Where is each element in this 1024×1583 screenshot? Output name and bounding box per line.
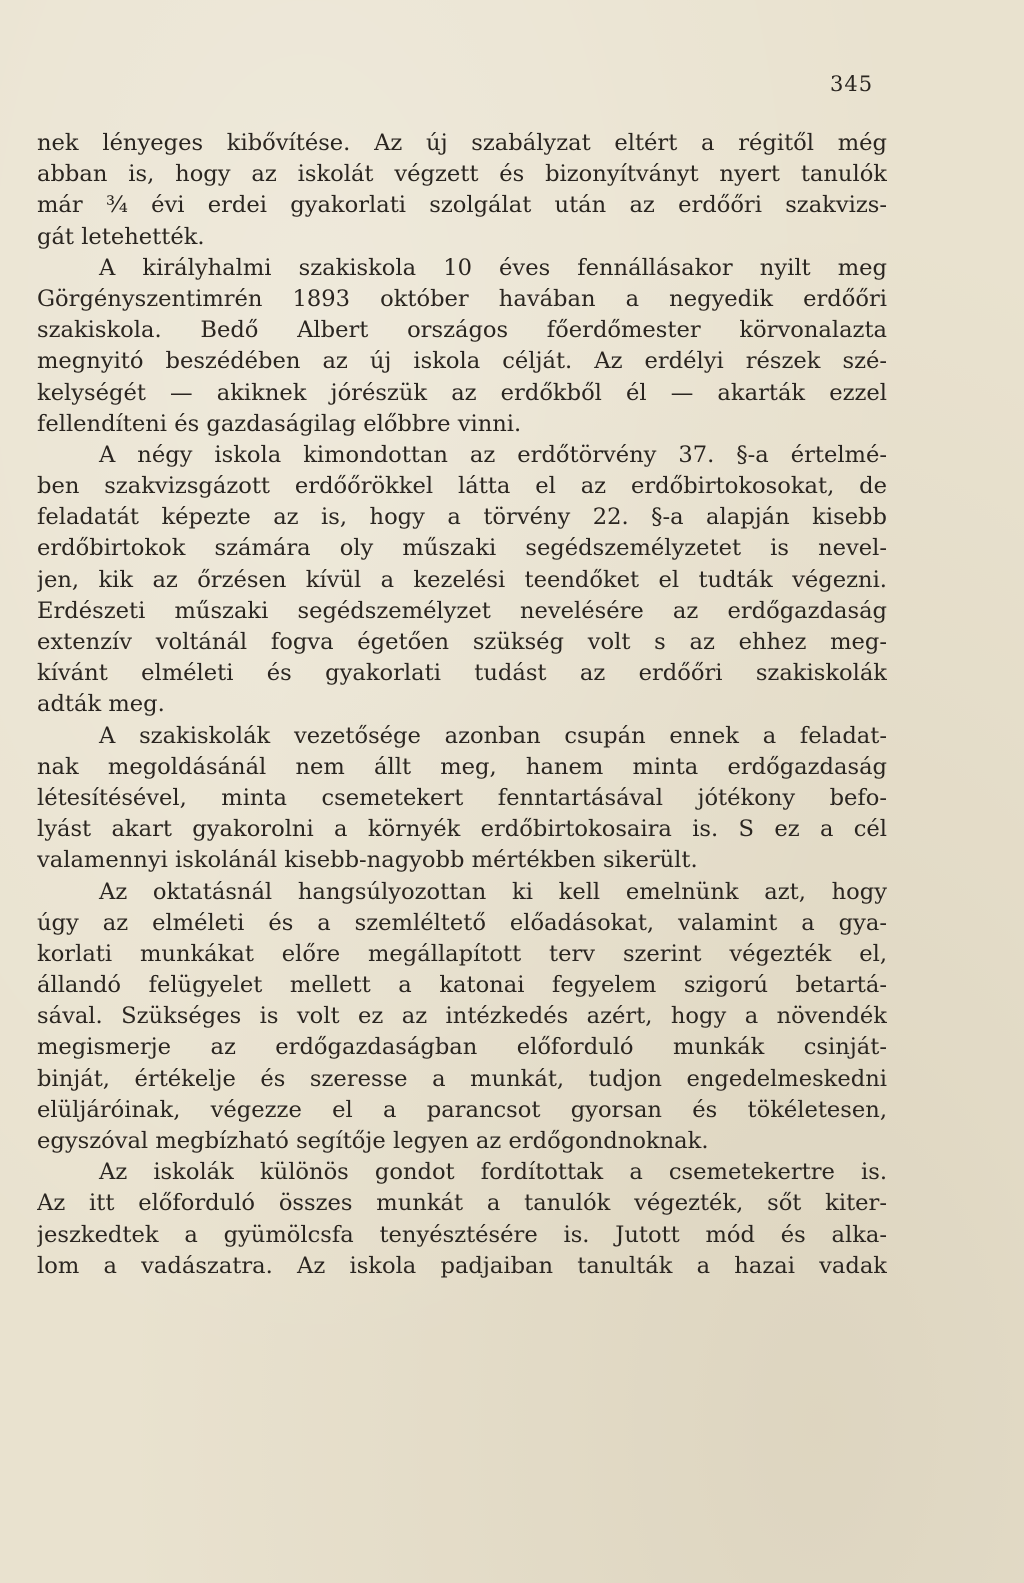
text-line: Az iskolák különös gondot fordítottak a csemetekertre is. xyxy=(99,1159,887,1186)
text-line: lom a vadászatra. Az iskola padjaiban tanulták a hazai vadak xyxy=(37,1252,887,1279)
text-line: létesítésével, minta csemetekert fenntartásával jótékony befo- xyxy=(37,784,887,811)
text-line: extenzív voltánál fogva égetően szükség volt s az ehhez meg- xyxy=(37,629,887,655)
text-line: jen, kik az őrzésen kívül a kezelési teendőket el tudták végezni. xyxy=(37,566,887,593)
body-text xyxy=(37,128,887,1282)
text-line: sával. Szükséges is volt ez az intézkedés azért, hogy a növendék xyxy=(37,1003,887,1030)
text-line: valamennyi iskolánál kisebb-nagyobb mértékben sikerült. xyxy=(37,847,698,874)
text-line: fellendíteni és gazdaságilag előbbre vinni. xyxy=(37,410,522,437)
text-line: Az itt előforduló összes munkát a tanulók végezték, sőt kiter- xyxy=(37,1190,887,1217)
text-line: gát letehették. xyxy=(37,223,205,250)
page-number: 345 xyxy=(830,72,874,96)
text-line: egyszóval megbízható segítője legyen az erdőgondnoknak. xyxy=(37,1128,709,1154)
text-line: nek lényeges kibővítése. Az új szabályzat eltért a régitől még xyxy=(37,130,887,156)
text-line: ben szakvizsgázott erdőőrökkel látta el az erdőbirtokosokat, de xyxy=(37,473,887,500)
text-line: szakiskola. Bedő Albert országos főerdőmester körvonalazta xyxy=(37,317,887,344)
text-line: adták meg. xyxy=(37,691,165,718)
text-line: korlati munkákat előre megállapított terv szerint végezték el, xyxy=(37,940,887,967)
text-line: abban is, hogy az iskolát végzett és bizonyítványt nyert tanulók xyxy=(37,161,887,188)
text-line: Az oktatásnál hangsúlyozottan ki kell emelnünk azt, hogy xyxy=(99,878,887,905)
text-line: lyást akart gyakorolni a környék erdőbirtokosaira is. S ez a cél xyxy=(37,816,887,843)
text-line: állandó felügyelet mellett a katonai fegyelem szigorú betartá- xyxy=(37,972,887,999)
text-line: A négy iskola kimondottan az erdőtörvény 37. §-a értelmé- xyxy=(99,441,887,468)
text-line: jeszkedtek a gyümölcsfa tenyésztésére is. Jutott mód és alka- xyxy=(37,1221,887,1248)
text-line: elüljáróinak, végezze el a parancsot gyorsan és tökéletesen, xyxy=(37,1096,887,1123)
text-line: nak megoldásánál nem állt meg, hanem minta erdőgazdaság xyxy=(37,753,887,780)
text-line: binját, értékelje és szeresse a munkát, tudjon engedelmeskedni xyxy=(37,1065,887,1092)
text-line: megismerje az erdőgazdaságban előforduló munkák csinját- xyxy=(37,1034,887,1061)
text-line: megnyitó beszédében az új iskola célját. Az erdélyi részek szé- xyxy=(37,348,887,375)
text-line: feladatát képezte az is, hogy a törvény 22. §-a alapján kisebb xyxy=(37,504,887,531)
text-line: úgy az elméleti és a szemléltető előadásokat, valamint a gya- xyxy=(37,909,887,936)
text-line: Erdészeti műszaki segédszemélyzet nevelésére az erdőgazdaság xyxy=(37,597,887,624)
text-line: Görgényszentimrén 1893 október havában a negyedik erdőőri xyxy=(37,285,887,312)
text-line: már ¾ évi erdei gyakorlati szolgálat után az erdőőri szakvizs- xyxy=(37,192,887,219)
text-line: kelységét — akiknek jórészük az erdőkből él — akarták ezzel xyxy=(37,379,887,406)
text-line: A szakiskolák vezetősége azonban csupán ennek a feladat- xyxy=(99,722,887,749)
text-line: erdőbirtokok számára oly műszaki segédszemélyzetet is nevel- xyxy=(37,535,887,562)
text-line: kívánt elméleti és gyakorlati tudást az erdőőri szakiskolák xyxy=(37,660,887,687)
text-line: A királyhalmi szakiskola 10 éves fennállásakor nyilt meg xyxy=(99,254,887,281)
